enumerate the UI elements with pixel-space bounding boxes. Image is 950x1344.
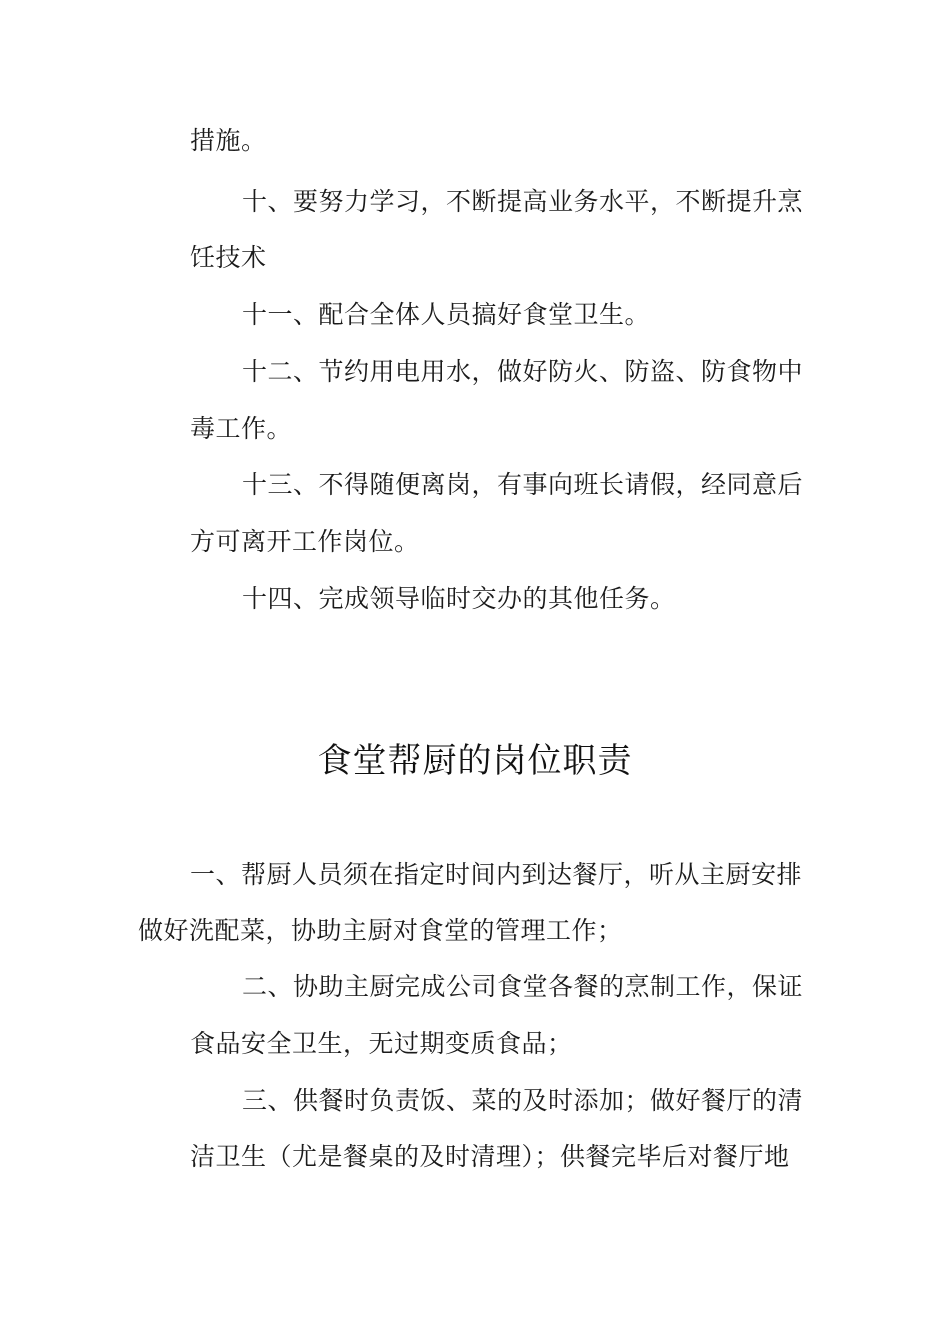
text-line: 十、要努力学习，不断提高业务水平，不断提升烹 [242, 187, 804, 216]
text-line: 食品安全卫生，无过期变质食品； [190, 1029, 573, 1058]
text-line: 十四、完成领导临时交办的其他任务。 [242, 584, 676, 613]
text-line: 十二、节约用电用水，做好防火、防盗、防食物中 [242, 357, 804, 386]
text-line: 饪技术 [190, 243, 267, 272]
text-line: 毒工作。 [190, 414, 293, 443]
text-line: 措施。 [190, 126, 267, 155]
text-line: 一、帮厨人员须在指定时间内到达餐厅，听从主厨安排 [190, 860, 803, 889]
text-line: 做好洗配菜，协助主厨对食堂的管理工作； [138, 916, 623, 945]
page-title: 食堂帮厨的岗位职责 [317, 741, 633, 781]
text-line: 十三、不得随便离岗，有事向班长请假，经同意后 [242, 470, 804, 499]
text-line: 十一、配合全体人员搞好食堂卫生。 [242, 300, 651, 329]
text-line: 方可离开工作岗位。 [190, 527, 420, 556]
text-line: 二、协助主厨完成公司食堂各餐的烹制工作，保证 [242, 972, 804, 1001]
text-line: 洁卫生（尤是餐桌的及时清理）；供餐完毕后对餐厅地 [190, 1142, 790, 1171]
text-line: 三、供餐时负责饭、菜的及时添加；做好餐厅的清 [242, 1086, 804, 1115]
